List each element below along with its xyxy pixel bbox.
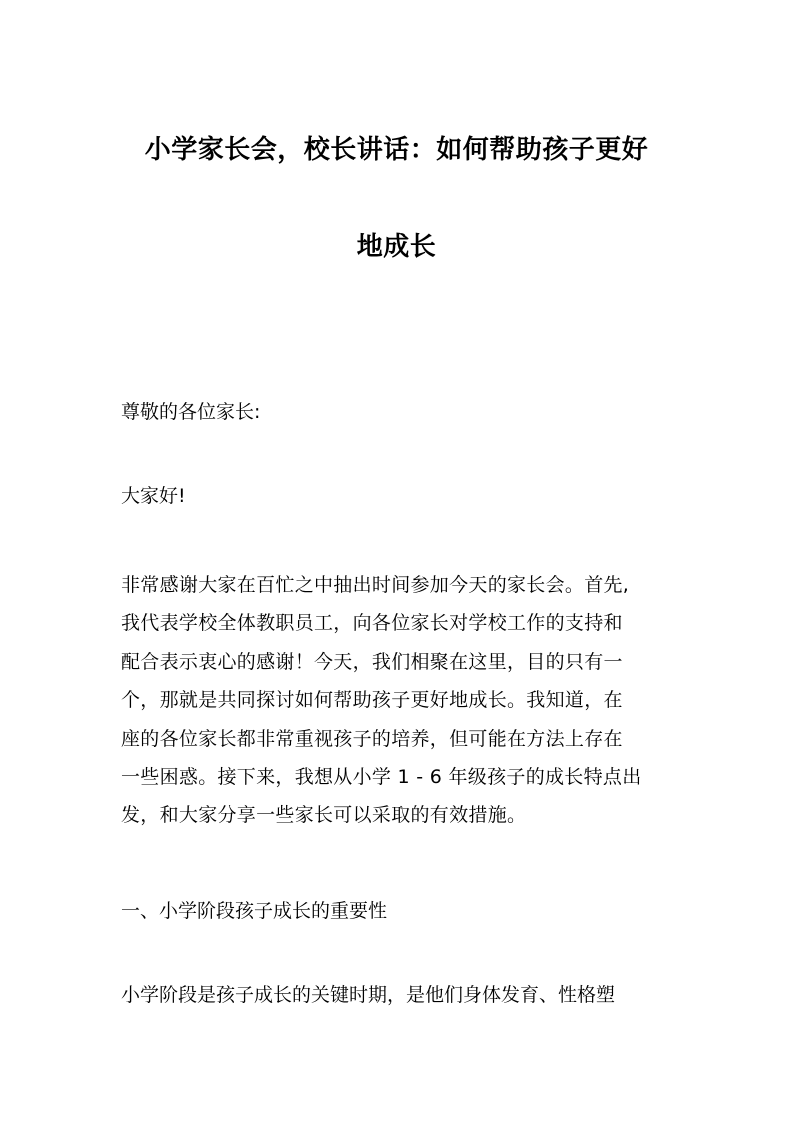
intro-line: 座的各位家长都非常重视孩子的培养，但可能在方法上存在 — [121, 727, 623, 750]
intro-paragraph — [121, 566, 691, 835]
greeting: 尊敬的各位家长: — [121, 401, 261, 423]
document-title-line-2: 地成长 — [356, 232, 437, 262]
intro-line: 一些困惑。接下来，我想从小学 1 - 6 年级孩子的成长特点出 — [121, 765, 642, 788]
intro-line: 我代表学校全体教职员工，向各位家长对学校工作的支持和 — [121, 612, 623, 635]
hello-line: 大家好! — [121, 485, 186, 507]
intro-line: 发，和大家分享一些家长可以采取的有效措施。 — [121, 804, 527, 827]
intro-line: 个，那就是共同探讨如何帮助孩子更好地成长。我知道，在 — [121, 689, 623, 712]
section-paragraph: 小学阶段是孩子成长的关键时期，是他们身体发育、性格塑 — [121, 984, 616, 1006]
intro-line: 配合表示衷心的感谢！今天，我们相聚在这里，目的只有一 — [121, 650, 623, 673]
section-heading: 一、小学阶段孩子成长的重要性 — [121, 900, 388, 922]
document-title-line-1: 小学家长会，校长讲话：如何帮助孩子更好 — [144, 135, 649, 165]
intro-line: 非常感谢大家在百忙之中抽出时间参加今天的家长会。首先, — [121, 574, 630, 596]
